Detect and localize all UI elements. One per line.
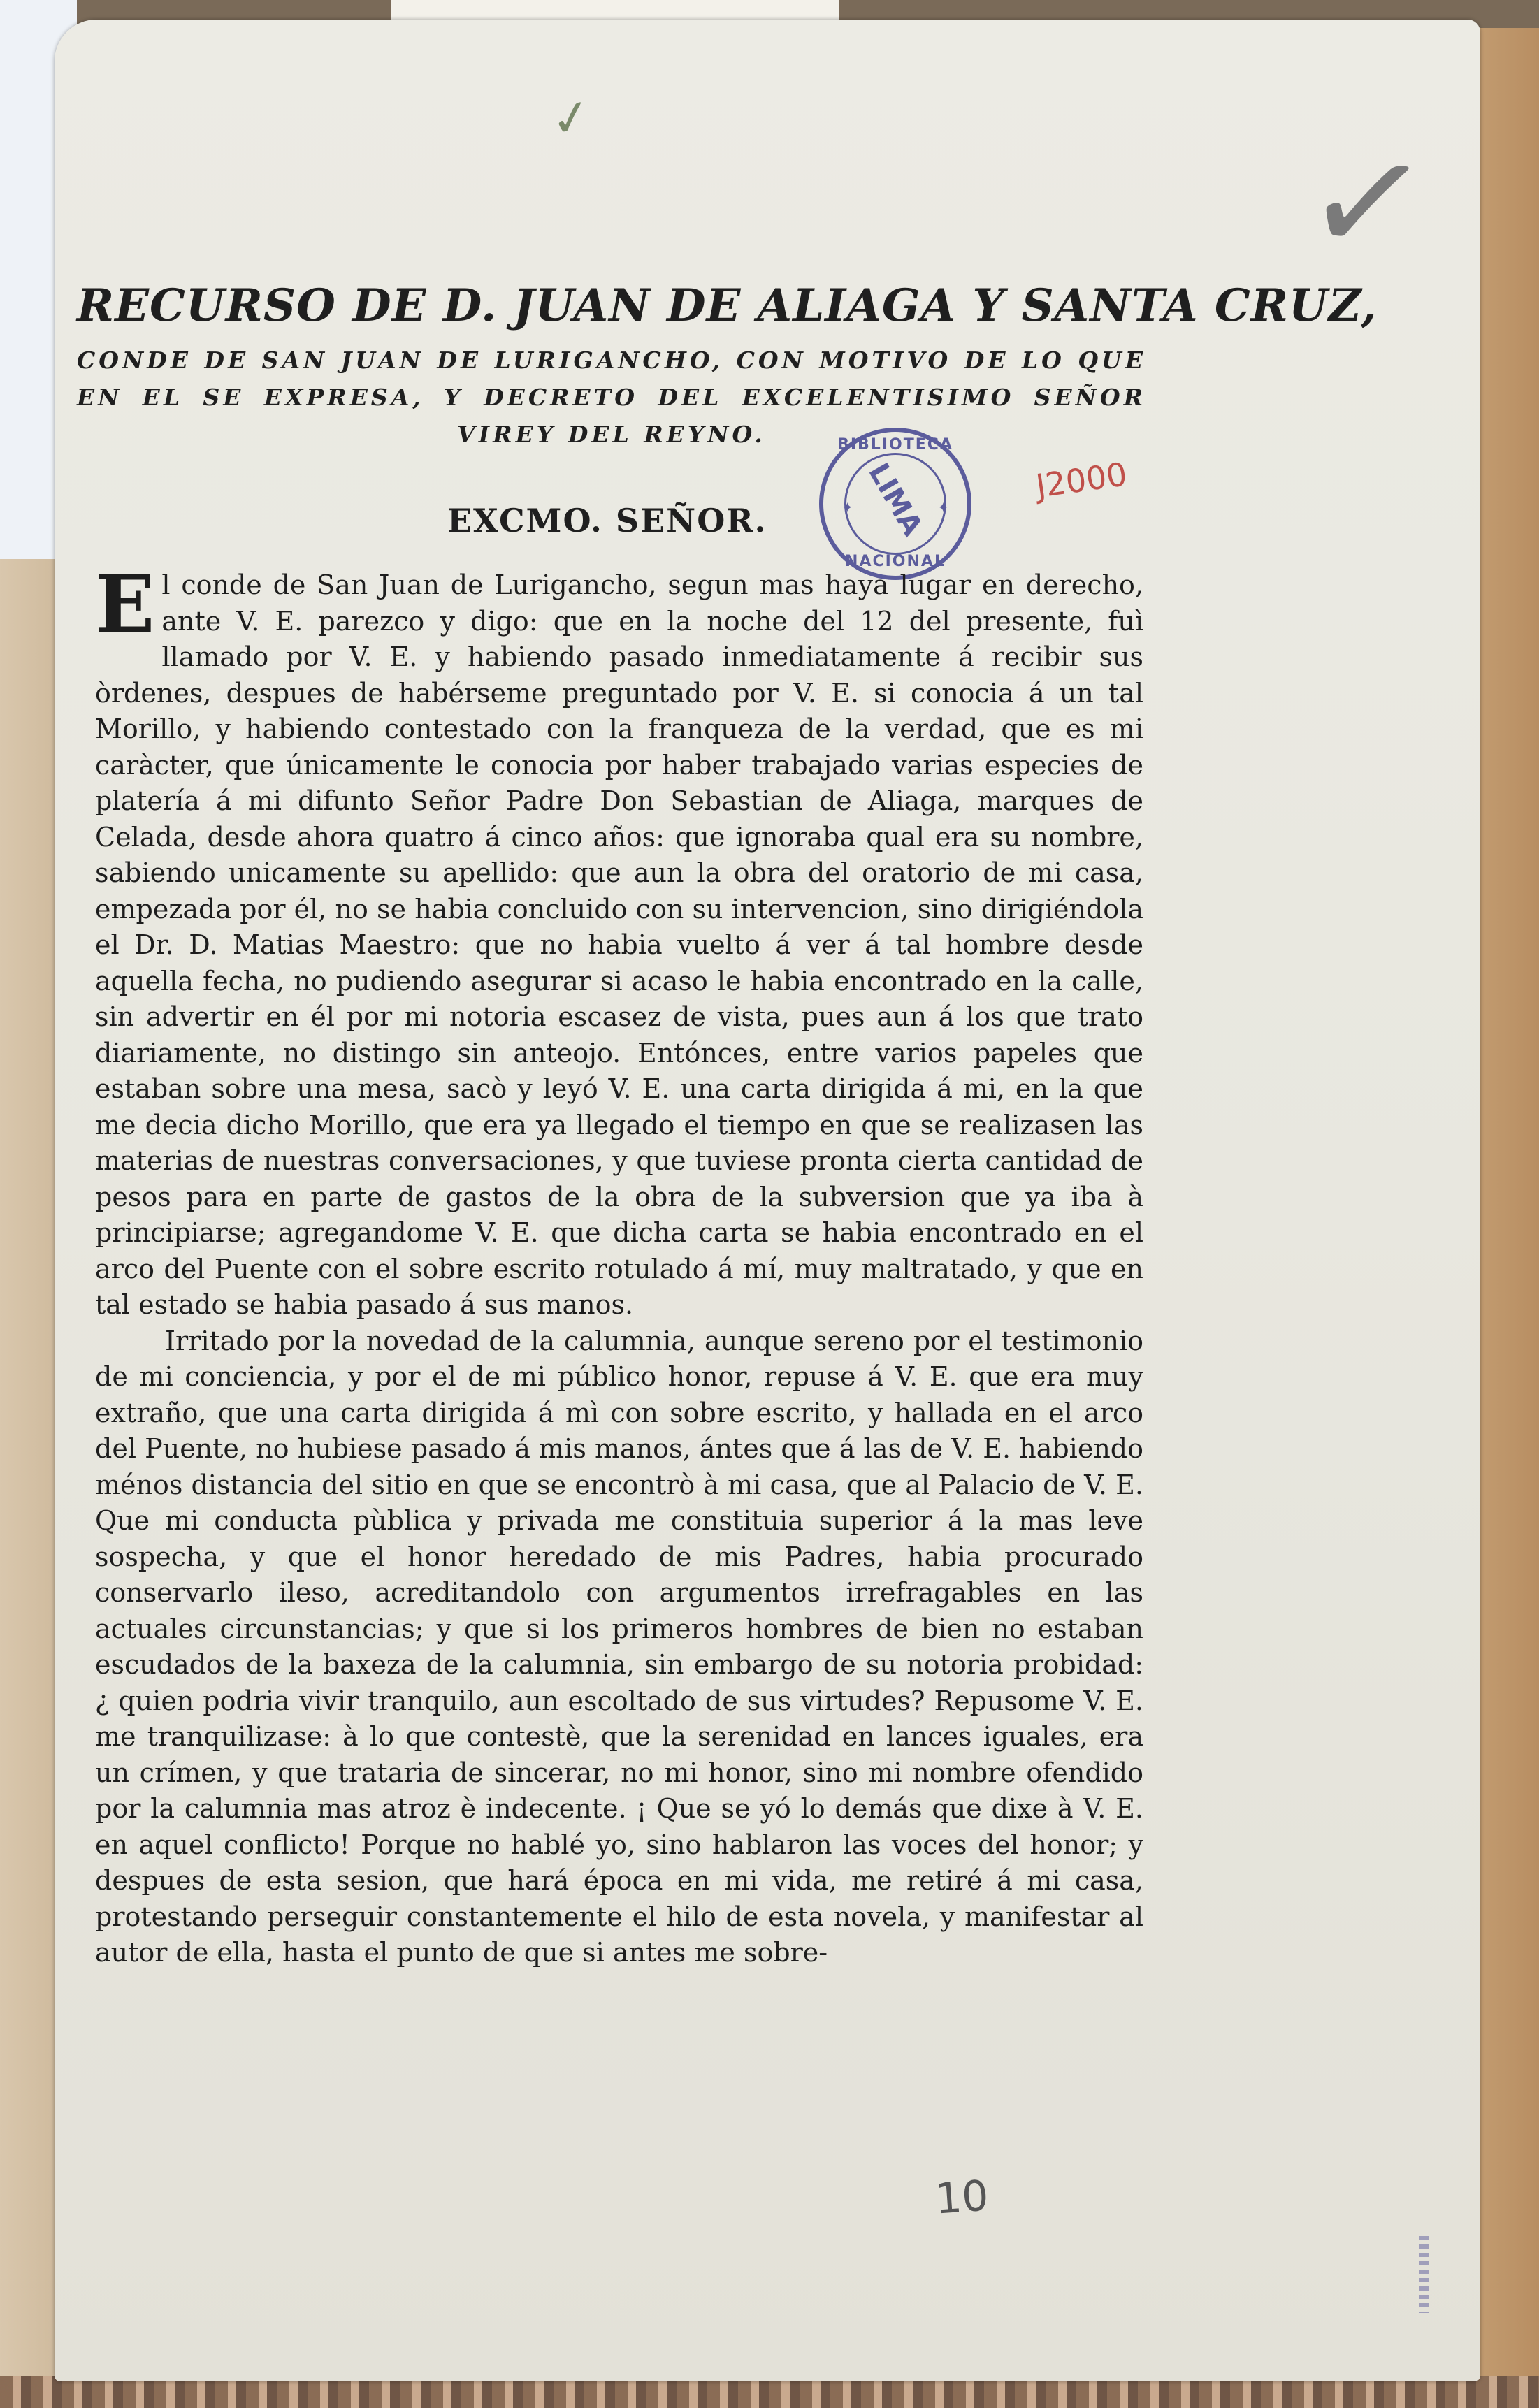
pencil-check-icon: ✓ xyxy=(1294,109,1440,297)
star-icon: ✦ xyxy=(937,499,949,516)
star-icon: ✦ xyxy=(841,499,853,516)
folio-number: 10 xyxy=(933,2171,990,2224)
paragraph: Irritado por la novedad de la calumnia, aunque sereno por el testimonio de mi conciencia, y por el de mi público honor, repuse á V. E. que era muy extraño, que una carta dirigida á mì con sobre escrito, y hallada en el arco del Puente, no hubiese pasado á mis manos, ántes que á las de V. E. habiendo ménos distancia del sitio en que se encontrò à mi casa, que al Palacio de V. E. Que mi conducta pùblica y privada me constituia superior á la mas leve sospecha, y que el honor heredado de mis Padres, habia procurado conservarlo ileso, acreditandolo con argumentos irrefragables en las actuales circunstancias; y que si los primeros hombres de bien no estaban escudados de la baxeza de la calumnia, sin embargo de su notoria probidad: ¿ quien podria vivir tranquilo, aun escoltado de sus virtudes? Repusome V. E. me tranquilizase: à lo que contestè, que la serenidad en lances iguales, era un crímen, y que trataria de sincerar, no mi honor, sino mi nombre ofendido por la calumnia mas atroz è indecente. ¡ Que se yó lo demás que dixe à V. E. en aquel conflicto! Porque no hablé yo, sino hablaron las voces del honor; y despues de esta sesion, que hará época en mi vida, me retiré á mi casa, protestando perseguir constantemente el hilo de esta novela, y manifestar al autor de ella, hasta el punto de que si antes me sobre- xyxy=(95,1325,1143,1968)
salutation: EXCMO. SEÑOR. xyxy=(447,502,767,539)
document-title xyxy=(77,280,1378,453)
stamp-center-text: LIMA xyxy=(862,458,929,542)
pencil-check-icon: ✓ xyxy=(546,86,597,150)
catalog-number: J2000 xyxy=(1033,455,1129,505)
paragraph: El conde de San Juan de Lurigancho, segun mas haya lugar en derecho, ante V. E. parezco y digo: que en la noche del 12 del presente, fuì llamado por V. E. y habiendo pasado inmediatamente á recibir sus òrdenes, despues de habérseme preguntado por V. E. si conocia á un tal Morillo, y habiendo contestado con la franqueza de la verdad, que es mi caràcter, que únicamente le conocia por haber trabajado varias especies de platería á mi difunto Señor Padre Don Sebastian de Aliaga, marques de Celada, desde ahora quatro á cinco años: que ignoraba qual era su nombre, sabiendo unicamente su apellido: que aun la obra del oratorio de mi casa, empezada por él, no se habia concluido con su intervencion, sino dirigiéndola el Dr. D. Matias Maestro: que no habia vuelto á ver á tal hombre desde aquella fecha, no pudiendo asegurar si acaso le habia encontrado en la calle, sin advertir en él por mi notoria escasez de vista, pues aun á los que trato diariamente, no distingo sin anteojo. Entónces, entre varios papeles que estaban sobre una mesa, sacò y leyó V. E. una carta dirigida á mi, en la que me decia dicho Morillo, que era ya llegado el tiempo en que se realizasen las materias de nuestras conversaciones, y que tuviese pronta cierta cantidad de pesos para en parte de gastos de la obra de la subversion que ya iba à principiarse; agregandome V. E. que dicha carta se habia encontrado en el arco del Puente con el sobre escrito rotulado á mí, muy maltratado, y que en tal estado se habia pasado á sus manos. xyxy=(95,559,1143,1320)
stamp-top-text: BIBLIOTECA xyxy=(837,436,953,454)
library-stamp xyxy=(819,428,971,580)
title-subtitle: CONDE DE SAN JUAN DE LURIGANCHO, CON MOTIVO DE LO QUE EN EL SE EXPRESA, Y DECRETO DEL EXCELENTISIMO SEÑOR VIREY DEL REYNO. xyxy=(77,347,1146,448)
title-main: RECURSO DE D. JUAN DE ALIAGA Y SANTA CRUZ, xyxy=(77,280,1378,332)
ink-mark xyxy=(1419,2236,1429,2313)
stamp-bottom-text: NACIONAL xyxy=(845,553,946,570)
